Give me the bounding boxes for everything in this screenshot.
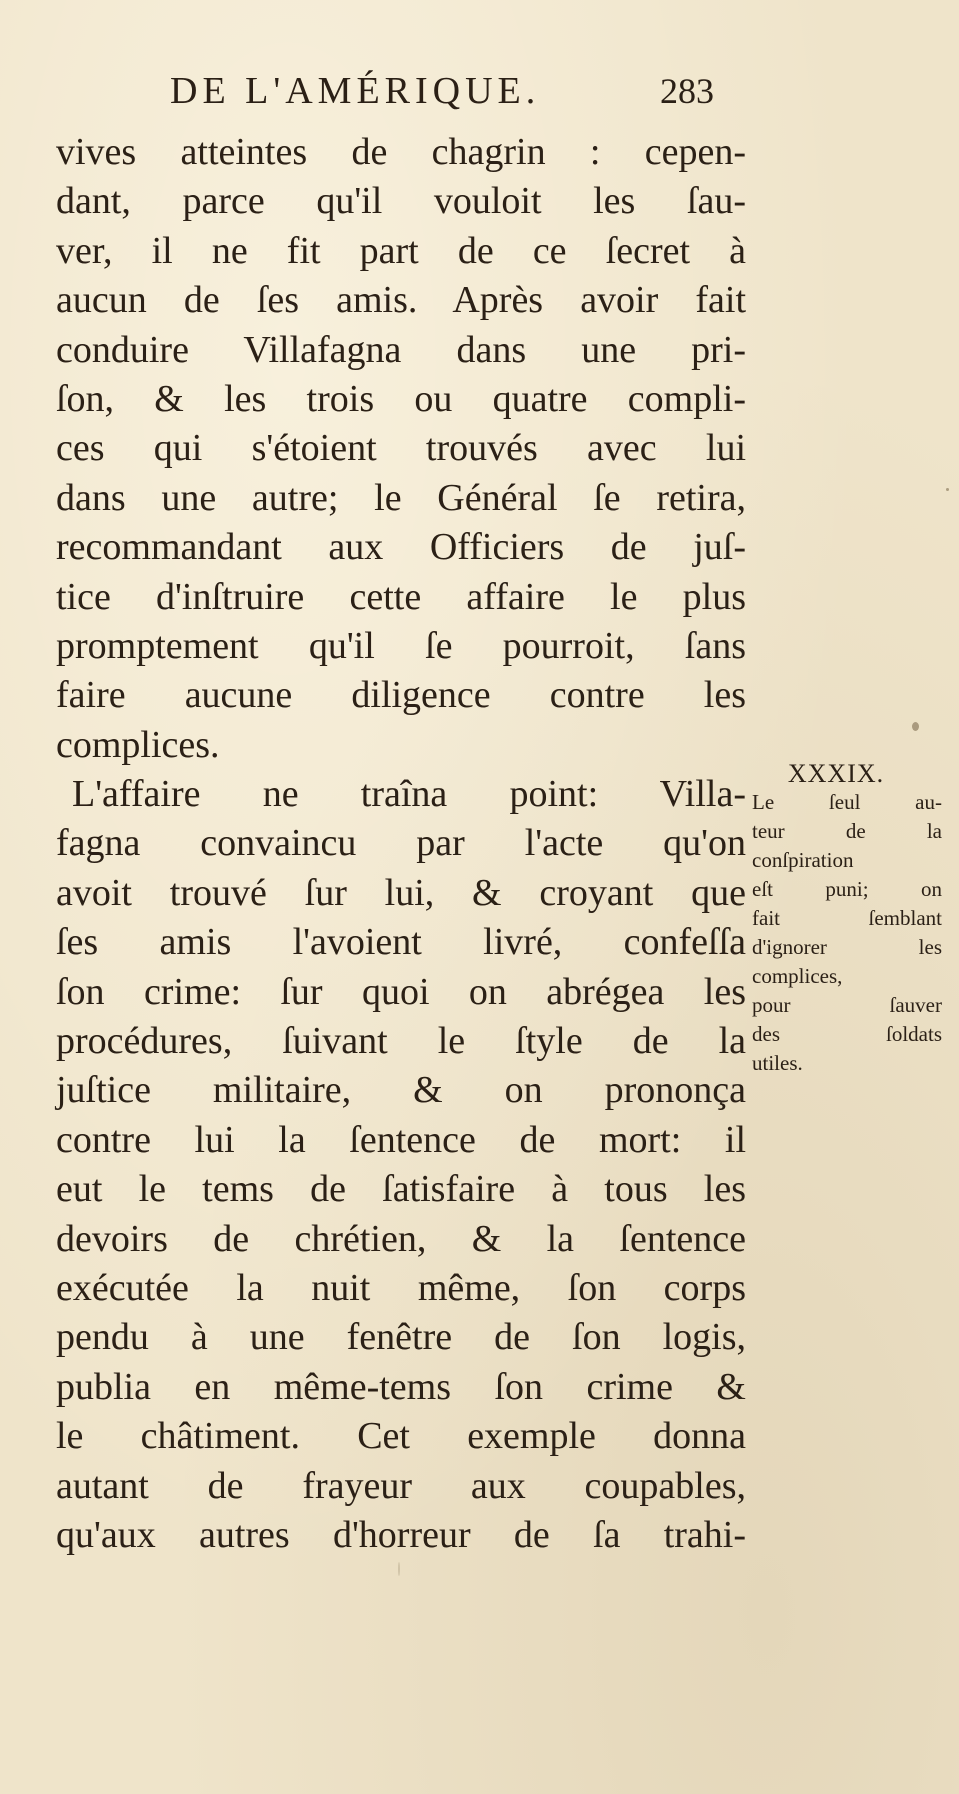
margin-note-line: teur de la xyxy=(752,819,942,843)
ink-speck xyxy=(946,488,949,491)
text-line: juſtice militaire, & on prononça xyxy=(56,1069,746,1112)
text-line: complices. xyxy=(56,723,220,766)
text-line: dant, parce qu'il vouloit les ſau- xyxy=(56,180,746,223)
margin-note-line: pour ſauver xyxy=(752,993,942,1017)
text-line: ſon crime: ſur quoi on abrégea les xyxy=(56,970,746,1013)
text-line: pendu à une fenêtre de ſon logis, xyxy=(56,1316,746,1359)
text-line: L'affaire ne traîna point: Villa- xyxy=(72,773,746,816)
text-line: qu'aux autres d'horreur de ſa trahi- xyxy=(56,1513,746,1556)
margin-note-line: conſpiration xyxy=(752,848,854,872)
margin-note-line: d'ignorer les xyxy=(752,935,942,959)
text-line: devoirs de chrétien, & la ſentence xyxy=(56,1217,746,1260)
text-line: publia en même-tems ſon crime & xyxy=(56,1365,746,1408)
text-line: promptement qu'il ſe pourroit, ſans xyxy=(56,624,746,667)
text-line: avoit trouvé ſur lui, & croyant que xyxy=(56,871,746,914)
running-title: DE L'AMÉRIQUE. xyxy=(170,70,541,112)
text-line: ver, il ne fit part de ce ſecret à xyxy=(56,229,746,272)
text-line: eut le tems de ſatisfaire à tous les xyxy=(56,1168,746,1211)
text-line: fagna convaincu par l'acte qu'on xyxy=(56,822,746,865)
text-line: tice d'inſtruire cette affaire le plus xyxy=(56,575,746,618)
margin-note-line: fait ſemblant xyxy=(752,906,942,930)
ink-speck xyxy=(912,722,919,731)
text-line: vives atteintes de chagrin : cepen- xyxy=(56,131,746,173)
text-line: ſon, & les trois ou quatre compli- xyxy=(56,377,746,420)
text-line: aucun de ſes amis. Après avoir fait xyxy=(56,279,746,322)
margin-note-line: complices, xyxy=(752,964,843,988)
text-line: dans une autre; le Général ſe retira, xyxy=(56,476,746,519)
text-line: ſes amis l'avoient livré, confeſſa xyxy=(56,921,746,964)
margin-note-number: XXXIX. xyxy=(787,759,885,788)
text-line: ces qui s'étoient trouvés avec lui xyxy=(56,427,746,470)
text-line: faire aucune diligence contre les xyxy=(56,674,746,717)
margin-note-line: utiles. xyxy=(752,1051,803,1075)
margin-note-line: des ſoldats xyxy=(752,1022,942,1046)
margin-note-line: Le ſeul au- xyxy=(752,790,942,814)
text-line: procédures, ſuivant le ſtyle de la xyxy=(56,1020,746,1063)
body-text xyxy=(56,128,746,1560)
margin-note xyxy=(752,760,942,1078)
text-line: recommandant aux Officiers de juſ- xyxy=(56,526,746,569)
page-number: 283 xyxy=(660,71,714,111)
ink-speck xyxy=(398,1562,400,1576)
text-line: autant de frayeur aux coupables, xyxy=(56,1464,746,1507)
text-line: contre lui la ſentence de mort: il xyxy=(56,1118,746,1161)
text-line: exécutée la nuit même, ſon corps xyxy=(56,1266,746,1309)
text-line: conduire Villafagna dans une pri- xyxy=(56,328,746,371)
text-line: le châtiment. Cet exemple donna xyxy=(56,1415,746,1458)
margin-note-line: eſt puni; on xyxy=(752,877,942,901)
